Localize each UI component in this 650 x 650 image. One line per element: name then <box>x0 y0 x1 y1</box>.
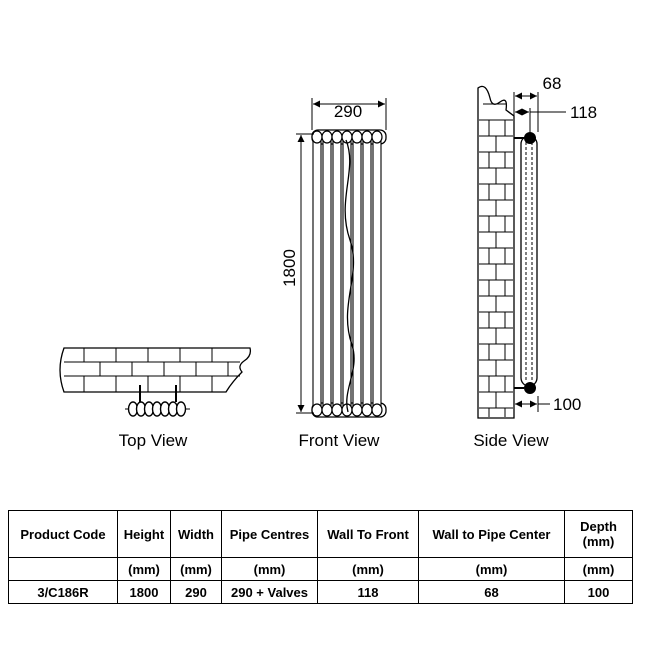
front-height-dimension: 1800 <box>280 249 299 287</box>
unit-height: (mm) <box>118 558 171 581</box>
cell-pipe-centres: 290 + Valves <box>222 581 318 604</box>
side-wall-to-front-dimension: 118 <box>570 103 598 122</box>
specification-table <box>8 510 633 604</box>
front-view-column <box>323 140 331 407</box>
top-view-drawing <box>60 348 250 416</box>
front-view-label: Front View <box>298 431 380 450</box>
side-wall-to-pipe-dimension: 68 <box>542 74 562 93</box>
unit-width: (mm) <box>171 558 222 581</box>
cell-width: 290 <box>171 581 222 604</box>
side-view-radiator-profile <box>521 136 537 386</box>
unit-product-code <box>9 558 118 581</box>
unit-pipe-centres: (mm) <box>222 558 318 581</box>
top-view-tube <box>177 402 186 416</box>
table-row <box>9 581 633 604</box>
cell-height: 1800 <box>118 581 171 604</box>
front-view-drawing <box>296 98 386 417</box>
header-wall-to-pipe-center: Wall to Pipe Center <box>419 511 565 558</box>
cell-depth: 100 <box>565 581 633 604</box>
side-depth-dimension: 100 <box>553 395 582 414</box>
top-view-wall <box>60 348 250 392</box>
side-view-bottom-bracket <box>524 382 536 394</box>
front-view-column <box>363 140 371 407</box>
header-pipe-centres: Pipe Centres <box>222 511 318 558</box>
front-view-column <box>373 140 381 407</box>
unit-wall-to-pipe-center: (mm) <box>419 558 565 581</box>
cell-wall-to-front: 118 <box>318 581 419 604</box>
header-width: Width <box>171 511 222 558</box>
top-view-label: Top View <box>118 431 188 450</box>
front-view-column <box>313 140 321 407</box>
table-header-row <box>9 511 633 558</box>
cell-product-code: 3/C186R <box>9 581 118 604</box>
cell-wall-to-pipe-center: 68 <box>419 581 565 604</box>
top-view-tubes <box>129 402 186 416</box>
side-view-drawing <box>478 86 566 418</box>
side-view-top-bracket <box>524 132 536 144</box>
front-width-dimension: 290 <box>333 102 363 121</box>
front-view-column <box>333 140 341 407</box>
header-wall-to-front: Wall To Front <box>318 511 419 558</box>
header-height: Height <box>118 511 171 558</box>
front-view-column <box>353 140 361 407</box>
front-view-columns <box>312 131 382 416</box>
header-depth: Depth (mm) <box>565 511 633 558</box>
unit-wall-to-front: (mm) <box>318 558 419 581</box>
table-units-row <box>9 558 633 581</box>
header-product-code: Product Code <box>9 511 118 558</box>
unit-depth: (mm) <box>565 558 633 581</box>
side-view-label: Side View <box>473 431 549 450</box>
front-view-column <box>343 140 351 407</box>
